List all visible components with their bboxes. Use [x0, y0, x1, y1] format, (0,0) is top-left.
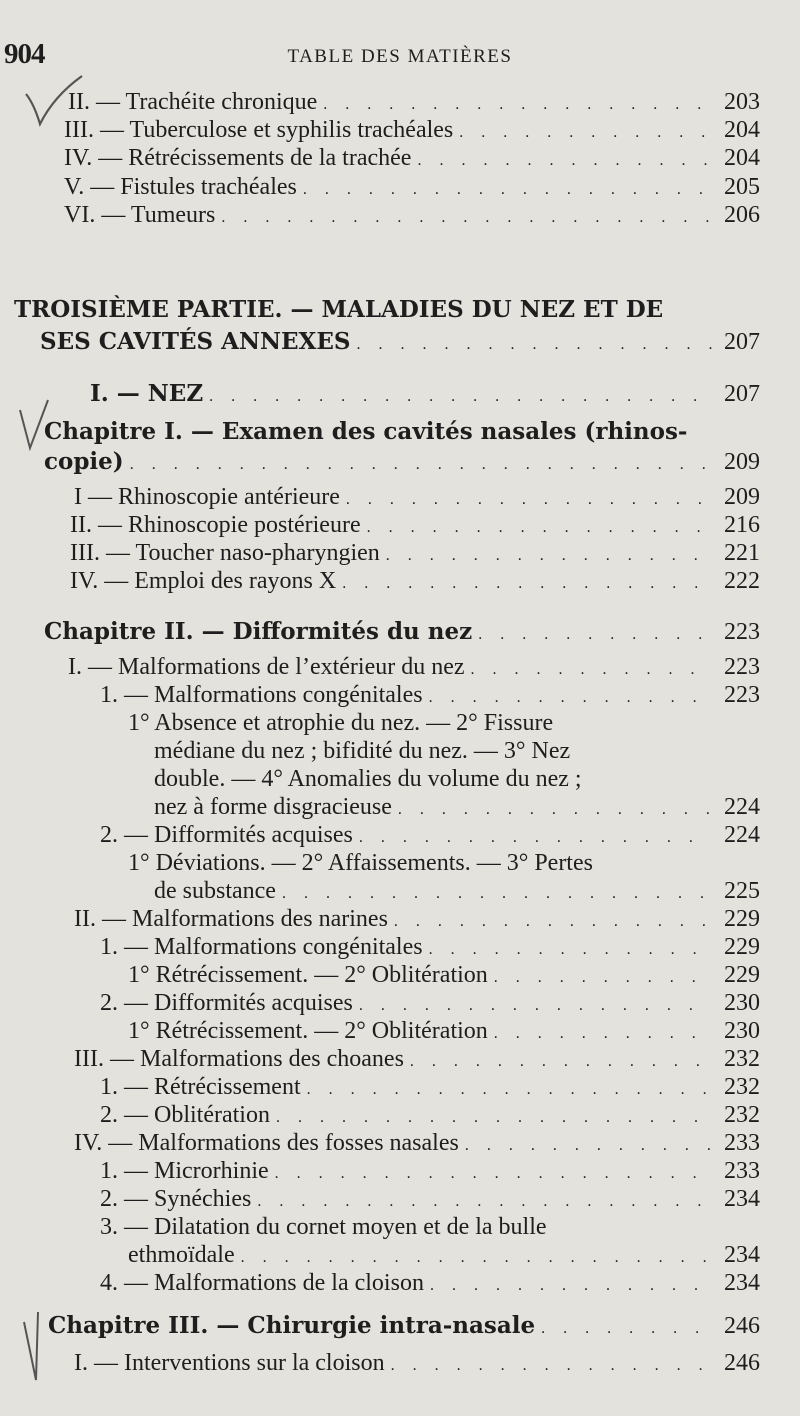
toc-entry-title: III. — Toucher naso-pharyngien	[70, 540, 380, 566]
toc-entry	[68, 89, 760, 116]
toc-entry	[100, 1102, 760, 1129]
dot-leader	[301, 1081, 712, 1099]
toc-entry-title: 2. — Difformités acquises	[100, 990, 353, 1016]
toc-entry-title: nez à forme disgracieuse	[154, 794, 392, 820]
toc-entry	[128, 1018, 760, 1045]
dot-leader	[203, 388, 712, 406]
toc-entry-title: 4. — Malformations de la cloison	[100, 1270, 424, 1296]
toc-entry-title: V. — Fistules trachéales	[64, 174, 297, 200]
toc-entry-title: 1. — Malformations congénitales	[100, 682, 423, 708]
toc-entry-title: IV. — Emploi des rayons X	[70, 568, 337, 594]
toc-description-line: 1° Absence et atrophie du nez. — 2° Fissure	[128, 710, 554, 736]
toc-page-number: 223	[724, 654, 760, 680]
toc-page-number: 225	[724, 878, 760, 904]
toc-entry-title: 1° Rétrécissement. — 2° Oblitération	[128, 962, 488, 988]
toc-entry	[74, 906, 760, 933]
dot-leader	[385, 1357, 712, 1375]
toc-entry-title: II. — Trachéite chronique	[68, 89, 318, 115]
toc-page-number: 233	[724, 1130, 760, 1156]
toc-entry-title: VI. — Tumeurs	[64, 202, 216, 228]
toc-entry-title: III. — Malformations des choanes	[74, 1046, 404, 1072]
dot-leader	[340, 491, 712, 509]
toc-entry	[64, 145, 760, 172]
toc-entry	[100, 1074, 760, 1101]
dot-leader	[124, 456, 712, 474]
toc-entry-title: I. — Malformations de l’extérieur du nez	[68, 654, 465, 680]
dot-leader	[317, 96, 712, 114]
toc-entry	[70, 512, 760, 539]
toc-page-number: 233	[724, 1158, 760, 1184]
dot-leader	[423, 941, 712, 959]
dot-leader	[361, 519, 712, 537]
toc-entry-title: copie)	[44, 448, 124, 475]
dot-leader	[215, 209, 712, 227]
dot-leader	[411, 152, 712, 170]
dot-leader	[276, 885, 712, 903]
toc-entry-title: ethmoïdale	[128, 1242, 235, 1268]
toc-entry	[48, 1312, 760, 1340]
toc-entry-title: I. — NEZ	[90, 380, 204, 407]
toc-page-number: 230	[724, 1018, 760, 1044]
toc-page-number: 230	[724, 990, 760, 1016]
toc-entry-title: 1. — Microrhinie	[100, 1158, 269, 1184]
toc-page-number: 216	[724, 512, 760, 538]
dot-leader	[535, 1320, 712, 1338]
toc-description-line: médiane du nez ; bifidité du nez. — 3° Nez	[154, 738, 571, 764]
toc-entry	[100, 822, 760, 849]
toc-entry-title: IV. — Rétrécissements de la trachée	[64, 145, 412, 171]
toc-entry	[100, 990, 760, 1017]
dot-leader	[392, 801, 712, 819]
toc-page-number: 207	[724, 381, 760, 407]
toc-page-number: 207	[724, 329, 760, 355]
toc-entry	[100, 1270, 760, 1297]
toc-entry	[100, 682, 760, 709]
toc-entry	[70, 568, 760, 595]
toc-entry-title: I — Rhinoscopie antérieure	[74, 484, 340, 510]
toc-entry-title: II. — Malformations des narines	[74, 906, 388, 932]
toc-page-number: 224	[724, 794, 760, 820]
toc-page-number: 205	[724, 174, 760, 200]
dot-leader	[388, 913, 712, 931]
dot-leader	[424, 1277, 712, 1295]
toc-page-number: 206	[724, 202, 760, 228]
dot-leader	[488, 969, 712, 987]
toc-description-line: double. — 4° Anomalies du volume du nez ;	[154, 766, 582, 792]
toc-entry	[74, 1350, 760, 1377]
toc-entry-title: II. — Rhinoscopie postérieure	[70, 512, 361, 538]
toc-entry	[74, 1130, 760, 1157]
dot-leader	[269, 1165, 712, 1183]
toc-entry-title: Chapitre II. — Difformités du nez	[44, 618, 473, 645]
dot-leader	[235, 1249, 712, 1267]
toc-entry-title: 2. — Difformités acquises	[100, 822, 353, 848]
toc-page-number: 232	[724, 1102, 760, 1128]
dot-leader	[423, 689, 712, 707]
toc-entry	[128, 962, 760, 989]
toc-page-number: 203	[724, 89, 760, 115]
toc-page-number: 223	[724, 682, 760, 708]
dot-leader	[297, 181, 712, 199]
toc-entry-title: 2. — Oblitération	[100, 1102, 270, 1128]
dot-leader	[380, 547, 712, 565]
toc-page-number: 232	[724, 1074, 760, 1100]
toc-entry-title: 1. — Rétrécissement	[100, 1074, 301, 1100]
toc-entry	[68, 654, 760, 681]
toc-description-line: 3. — Dilatation du cornet moyen et de la bulle	[100, 1214, 547, 1240]
toc-page-number: 209	[724, 449, 760, 475]
dot-leader	[404, 1053, 712, 1071]
toc-entry	[100, 934, 760, 961]
toc-entry	[100, 1158, 760, 1185]
toc-page-number: 204	[724, 117, 760, 143]
chapter-heading: Chapitre I. — Examen des cavités nasales (rhinos-	[44, 418, 688, 445]
toc-entry-title: 2. — Synéchies	[100, 1186, 252, 1212]
toc-page-number: 209	[724, 484, 760, 510]
toc-entry	[90, 380, 760, 408]
toc-entry-title: III. — Tuberculose et syphilis trachéales	[64, 117, 454, 143]
toc-page-number: 204	[724, 145, 760, 171]
dot-leader	[459, 1137, 712, 1155]
dot-leader	[351, 336, 712, 354]
page-header	[0, 38, 800, 78]
dot-leader	[453, 124, 712, 142]
toc-page-number: 229	[724, 962, 760, 988]
part-heading: TROISIÈME PARTIE. — MALADIES DU NEZ ET DE	[14, 296, 664, 323]
toc-page-number: 232	[724, 1046, 760, 1072]
toc-entry	[44, 618, 760, 646]
toc-entry-title: I. — Interventions sur la cloison	[74, 1350, 385, 1376]
toc-entry	[100, 1186, 760, 1213]
dot-leader	[353, 829, 712, 847]
toc-entry-title: de substance	[154, 878, 276, 904]
toc-page-number: 229	[724, 934, 760, 960]
toc-page-number: 224	[724, 822, 760, 848]
toc-entry	[70, 540, 760, 567]
dot-leader	[465, 661, 712, 679]
toc-page-number: 222	[724, 568, 760, 594]
toc-entry	[154, 794, 760, 821]
toc-description-line: 1° Déviations. — 2° Affaissements. — 3° Pertes	[128, 850, 593, 876]
toc-entry	[74, 1046, 760, 1073]
page-number: 904	[4, 38, 45, 70]
toc-entry-title: 1. — Malformations congénitales	[100, 934, 423, 960]
dot-leader	[336, 575, 712, 593]
toc-page-number: 221	[724, 540, 760, 566]
running-title: TABLE DES MATIÈRES	[287, 46, 513, 67]
toc-entry	[64, 117, 760, 144]
toc-page-number: 229	[724, 906, 760, 932]
toc-page-number: 234	[724, 1242, 760, 1268]
toc-page-number: 234	[724, 1186, 760, 1212]
toc-entry	[154, 878, 760, 905]
toc-entry-title: 1° Rétrécissement. — 2° Oblitération	[128, 1018, 488, 1044]
toc-entry	[44, 448, 760, 476]
toc-entry	[128, 1242, 760, 1269]
toc-entry	[74, 484, 760, 511]
toc-page-number: 234	[724, 1270, 760, 1296]
toc-entry-title: SES CAVITÉS ANNEXES	[40, 328, 351, 355]
dot-leader	[270, 1109, 712, 1127]
toc-entry	[64, 202, 760, 229]
dot-leader	[472, 626, 712, 644]
toc-entry	[64, 174, 760, 201]
dot-leader	[488, 1025, 712, 1043]
dot-leader	[251, 1193, 712, 1211]
toc-entry-title: IV. — Malformations des fosses nasales	[74, 1130, 459, 1156]
toc-page-number: 223	[724, 619, 760, 645]
dot-leader	[353, 997, 712, 1015]
toc-page-number: 246	[724, 1350, 760, 1376]
toc-page-number: 246	[724, 1313, 760, 1339]
toc-entry-title: Chapitre III. — Chirurgie intra-nasale	[48, 1312, 536, 1339]
toc-entry	[40, 328, 760, 356]
